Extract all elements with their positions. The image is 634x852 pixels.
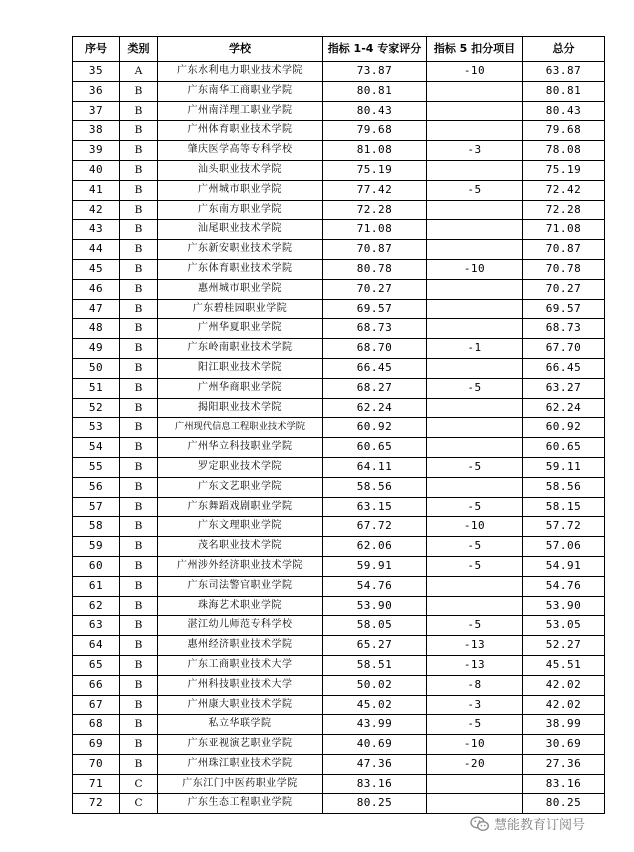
cell-total: 71.08 bbox=[523, 220, 605, 240]
table-row bbox=[73, 774, 605, 794]
cell-deduction: -5 bbox=[427, 537, 523, 557]
cell-school: 广州南洋理工职业学院 bbox=[158, 101, 323, 121]
cell-deduction bbox=[427, 279, 523, 299]
cell-category: B bbox=[120, 259, 158, 279]
cell-school: 广州珠江职业技术学院 bbox=[158, 754, 323, 774]
cell-total: 30.69 bbox=[523, 735, 605, 755]
cell-expert-score: 77.42 bbox=[323, 180, 427, 200]
cell-total: 58.15 bbox=[523, 497, 605, 517]
table-row bbox=[73, 457, 605, 477]
cell-school: 广州康大职业技术学院 bbox=[158, 695, 323, 715]
table-row bbox=[73, 616, 605, 636]
cell-index: 61 bbox=[73, 576, 120, 596]
cell-deduction bbox=[427, 477, 523, 497]
cell-deduction bbox=[427, 398, 523, 418]
table-row bbox=[73, 477, 605, 497]
cell-index: 38 bbox=[73, 121, 120, 141]
cell-expert-score: 75.19 bbox=[323, 160, 427, 180]
cell-school: 私立华联学院 bbox=[158, 715, 323, 735]
cell-expert-score: 83.16 bbox=[323, 774, 427, 794]
table-row bbox=[73, 180, 605, 200]
table-row bbox=[73, 715, 605, 735]
cell-expert-score: 73.87 bbox=[323, 62, 427, 82]
cell-deduction bbox=[427, 101, 523, 121]
cell-category: B bbox=[120, 101, 158, 121]
cell-category: B bbox=[120, 299, 158, 319]
cell-total: 62.24 bbox=[523, 398, 605, 418]
cell-school: 广东南方职业学院 bbox=[158, 200, 323, 220]
cell-category: B bbox=[120, 517, 158, 537]
cell-deduction: -8 bbox=[427, 675, 523, 695]
cell-total: 80.25 bbox=[523, 794, 605, 814]
cell-index: 48 bbox=[73, 319, 120, 339]
header-expert-score: 指标 1-4 专家评分 bbox=[323, 37, 427, 62]
cell-school: 广东亚视演艺职业学院 bbox=[158, 735, 323, 755]
cell-total: 52.27 bbox=[523, 636, 605, 656]
cell-deduction: -5 bbox=[427, 715, 523, 735]
cell-index: 43 bbox=[73, 220, 120, 240]
cell-total: 45.51 bbox=[523, 655, 605, 675]
cell-total: 80.81 bbox=[523, 81, 605, 101]
header-deduction: 指标 5 扣分项目 bbox=[427, 37, 523, 62]
cell-category: B bbox=[120, 180, 158, 200]
cell-total: 75.19 bbox=[523, 160, 605, 180]
cell-index: 67 bbox=[73, 695, 120, 715]
table-row bbox=[73, 517, 605, 537]
cell-school: 广州体育职业技术学院 bbox=[158, 121, 323, 141]
cell-index: 37 bbox=[73, 101, 120, 121]
cell-index: 66 bbox=[73, 675, 120, 695]
cell-index: 42 bbox=[73, 200, 120, 220]
cell-school: 广东司法警官职业学院 bbox=[158, 576, 323, 596]
cell-expert-score: 68.27 bbox=[323, 378, 427, 398]
cell-deduction: -10 bbox=[427, 517, 523, 537]
cell-deduction: -5 bbox=[427, 180, 523, 200]
cell-school: 广东文理职业学院 bbox=[158, 517, 323, 537]
wechat-icon bbox=[470, 816, 490, 832]
cell-school: 广州现代信息工程职业技术学院 bbox=[158, 418, 323, 438]
cell-total: 72.28 bbox=[523, 200, 605, 220]
cell-expert-score: 58.56 bbox=[323, 477, 427, 497]
cell-category: B bbox=[120, 477, 158, 497]
cell-total: 68.73 bbox=[523, 319, 605, 339]
cell-total: 58.56 bbox=[523, 477, 605, 497]
cell-expert-score: 79.68 bbox=[323, 121, 427, 141]
cell-expert-score: 50.02 bbox=[323, 675, 427, 695]
cell-expert-score: 54.76 bbox=[323, 576, 427, 596]
cell-total: 54.76 bbox=[523, 576, 605, 596]
cell-category: B bbox=[120, 438, 158, 458]
table-row bbox=[73, 695, 605, 715]
cell-total: 57.72 bbox=[523, 517, 605, 537]
cell-deduction bbox=[427, 240, 523, 260]
cell-expert-score: 81.08 bbox=[323, 141, 427, 161]
table-row bbox=[73, 240, 605, 260]
cell-expert-score: 70.27 bbox=[323, 279, 427, 299]
cell-category: B bbox=[120, 497, 158, 517]
table-row bbox=[73, 62, 605, 82]
cell-deduction: -1 bbox=[427, 339, 523, 359]
cell-expert-score: 40.69 bbox=[323, 735, 427, 755]
cell-school: 广东工商职业技术大学 bbox=[158, 655, 323, 675]
cell-category: B bbox=[120, 121, 158, 141]
cell-category: B bbox=[120, 398, 158, 418]
cell-total: 57.06 bbox=[523, 537, 605, 557]
cell-deduction bbox=[427, 299, 523, 319]
cell-category: A bbox=[120, 62, 158, 82]
cell-index: 72 bbox=[73, 794, 120, 814]
cell-total: 69.57 bbox=[523, 299, 605, 319]
cell-total: 54.91 bbox=[523, 556, 605, 576]
cell-school: 罗定职业技术学院 bbox=[158, 457, 323, 477]
cell-index: 54 bbox=[73, 438, 120, 458]
table-row bbox=[73, 636, 605, 656]
cell-total: 60.92 bbox=[523, 418, 605, 438]
table-row bbox=[73, 655, 605, 675]
table-row bbox=[73, 378, 605, 398]
cell-school: 广州科技职业技术大学 bbox=[158, 675, 323, 695]
cell-school: 广东江门中医药职业学院 bbox=[158, 774, 323, 794]
cell-category: B bbox=[120, 675, 158, 695]
cell-deduction: -3 bbox=[427, 141, 523, 161]
table-header-row bbox=[73, 37, 605, 62]
cell-index: 64 bbox=[73, 636, 120, 656]
cell-total: 66.45 bbox=[523, 358, 605, 378]
header-total: 总分 bbox=[523, 37, 605, 62]
cell-index: 40 bbox=[73, 160, 120, 180]
cell-school: 珠海艺术职业学院 bbox=[158, 596, 323, 616]
cell-category: B bbox=[120, 556, 158, 576]
cell-total: 63.87 bbox=[523, 62, 605, 82]
cell-deduction: -20 bbox=[427, 754, 523, 774]
cell-total: 83.16 bbox=[523, 774, 605, 794]
cell-school: 揭阳职业技术学院 bbox=[158, 398, 323, 418]
table-row bbox=[73, 418, 605, 438]
cell-index: 62 bbox=[73, 596, 120, 616]
cell-school: 广州城市职业学院 bbox=[158, 180, 323, 200]
table-row bbox=[73, 160, 605, 180]
cell-expert-score: 43.99 bbox=[323, 715, 427, 735]
header-school: 学校 bbox=[158, 37, 323, 62]
table-row bbox=[73, 101, 605, 121]
cell-index: 56 bbox=[73, 477, 120, 497]
cell-school: 肇庆医学高等专科学校 bbox=[158, 141, 323, 161]
cell-category: B bbox=[120, 596, 158, 616]
cell-category: B bbox=[120, 339, 158, 359]
cell-school: 惠州城市职业学院 bbox=[158, 279, 323, 299]
cell-deduction bbox=[427, 774, 523, 794]
cell-category: B bbox=[120, 141, 158, 161]
cell-expert-score: 62.24 bbox=[323, 398, 427, 418]
table-row bbox=[73, 358, 605, 378]
cell-school: 茂名职业技术学院 bbox=[158, 537, 323, 557]
table-row bbox=[73, 754, 605, 774]
cell-deduction: -5 bbox=[427, 616, 523, 636]
cell-deduction: -10 bbox=[427, 259, 523, 279]
cell-category: B bbox=[120, 220, 158, 240]
cell-deduction: -5 bbox=[427, 556, 523, 576]
cell-school: 广东水利电力职业技术学院 bbox=[158, 62, 323, 82]
cell-index: 47 bbox=[73, 299, 120, 319]
cell-expert-score: 80.25 bbox=[323, 794, 427, 814]
cell-total: 38.99 bbox=[523, 715, 605, 735]
cell-expert-score: 58.05 bbox=[323, 616, 427, 636]
cell-index: 45 bbox=[73, 259, 120, 279]
cell-deduction bbox=[427, 358, 523, 378]
cell-expert-score: 69.57 bbox=[323, 299, 427, 319]
watermark-text: 慧能教育订阅号 bbox=[494, 818, 586, 833]
cell-category: B bbox=[120, 358, 158, 378]
table-row bbox=[73, 576, 605, 596]
cell-total: 70.78 bbox=[523, 259, 605, 279]
cell-school: 广州涉外经济职业技术学院 bbox=[158, 556, 323, 576]
cell-expert-score: 47.36 bbox=[323, 754, 427, 774]
cell-index: 65 bbox=[73, 655, 120, 675]
cell-expert-score: 68.73 bbox=[323, 319, 427, 339]
table-row bbox=[73, 497, 605, 517]
table-row bbox=[73, 319, 605, 339]
cell-expert-score: 65.27 bbox=[323, 636, 427, 656]
table-row bbox=[73, 556, 605, 576]
cell-index: 39 bbox=[73, 141, 120, 161]
cell-category: B bbox=[120, 81, 158, 101]
header-index: 序号 bbox=[73, 37, 120, 62]
cell-index: 63 bbox=[73, 616, 120, 636]
cell-deduction: -5 bbox=[427, 497, 523, 517]
cell-expert-score: 71.08 bbox=[323, 220, 427, 240]
table-row bbox=[73, 794, 605, 814]
cell-index: 53 bbox=[73, 418, 120, 438]
cell-index: 60 bbox=[73, 556, 120, 576]
cell-school: 广东岭南职业技术学院 bbox=[158, 339, 323, 359]
cell-total: 63.27 bbox=[523, 378, 605, 398]
table-row bbox=[73, 537, 605, 557]
cell-index: 68 bbox=[73, 715, 120, 735]
cell-school: 广东新安职业技术学院 bbox=[158, 240, 323, 260]
cell-expert-score: 64.11 bbox=[323, 457, 427, 477]
cell-expert-score: 68.70 bbox=[323, 339, 427, 359]
cell-category: B bbox=[120, 655, 158, 675]
cell-index: 49 bbox=[73, 339, 120, 359]
score-table-container bbox=[72, 36, 605, 814]
table-row bbox=[73, 279, 605, 299]
cell-total: 67.70 bbox=[523, 339, 605, 359]
cell-index: 52 bbox=[73, 398, 120, 418]
table-row bbox=[73, 438, 605, 458]
cell-expert-score: 60.92 bbox=[323, 418, 427, 438]
header-category: 类别 bbox=[120, 37, 158, 62]
cell-category: B bbox=[120, 279, 158, 299]
cell-expert-score: 72.28 bbox=[323, 200, 427, 220]
cell-category: B bbox=[120, 537, 158, 557]
cell-index: 71 bbox=[73, 774, 120, 794]
cell-index: 46 bbox=[73, 279, 120, 299]
cell-expert-score: 67.72 bbox=[323, 517, 427, 537]
cell-total: 79.68 bbox=[523, 121, 605, 141]
cell-total: 70.87 bbox=[523, 240, 605, 260]
table-row bbox=[73, 200, 605, 220]
cell-deduction: -10 bbox=[427, 735, 523, 755]
cell-school: 广州华立科技职业学院 bbox=[158, 438, 323, 458]
cell-category: B bbox=[120, 200, 158, 220]
cell-school: 湛江幼儿师范专科学校 bbox=[158, 616, 323, 636]
watermark bbox=[470, 814, 585, 833]
cell-school: 汕头职业技术学院 bbox=[158, 160, 323, 180]
cell-deduction: -5 bbox=[427, 378, 523, 398]
cell-index: 70 bbox=[73, 754, 120, 774]
cell-category: C bbox=[120, 794, 158, 814]
cell-deduction: -13 bbox=[427, 636, 523, 656]
cell-category: B bbox=[120, 715, 158, 735]
cell-expert-score: 80.43 bbox=[323, 101, 427, 121]
cell-category: B bbox=[120, 616, 158, 636]
cell-deduction bbox=[427, 438, 523, 458]
cell-total: 53.05 bbox=[523, 616, 605, 636]
cell-expert-score: 60.65 bbox=[323, 438, 427, 458]
cell-deduction bbox=[427, 81, 523, 101]
cell-total: 70.27 bbox=[523, 279, 605, 299]
cell-category: B bbox=[120, 576, 158, 596]
cell-expert-score: 80.81 bbox=[323, 81, 427, 101]
cell-category: B bbox=[120, 378, 158, 398]
cell-index: 58 bbox=[73, 517, 120, 537]
cell-total: 42.02 bbox=[523, 695, 605, 715]
cell-school: 广东生态工程职业学院 bbox=[158, 794, 323, 814]
cell-expert-score: 70.87 bbox=[323, 240, 427, 260]
cell-expert-score: 59.91 bbox=[323, 556, 427, 576]
cell-deduction: -5 bbox=[427, 457, 523, 477]
cell-expert-score: 53.90 bbox=[323, 596, 427, 616]
cell-deduction bbox=[427, 794, 523, 814]
cell-total: 72.42 bbox=[523, 180, 605, 200]
table-row bbox=[73, 735, 605, 755]
cell-school: 阳江职业技术学院 bbox=[158, 358, 323, 378]
table-row bbox=[73, 259, 605, 279]
cell-deduction bbox=[427, 576, 523, 596]
cell-school: 惠州经济职业技术学院 bbox=[158, 636, 323, 656]
cell-school: 广东南华工商职业学院 bbox=[158, 81, 323, 101]
cell-school: 广东舞蹈戏剧职业学院 bbox=[158, 497, 323, 517]
cell-total: 80.43 bbox=[523, 101, 605, 121]
cell-total: 53.90 bbox=[523, 596, 605, 616]
cell-expert-score: 62.06 bbox=[323, 537, 427, 557]
table-row bbox=[73, 339, 605, 359]
cell-expert-score: 58.51 bbox=[323, 655, 427, 675]
table-row bbox=[73, 220, 605, 240]
cell-school: 广东体育职业技术学院 bbox=[158, 259, 323, 279]
cell-deduction bbox=[427, 319, 523, 339]
cell-total: 60.65 bbox=[523, 438, 605, 458]
cell-deduction bbox=[427, 200, 523, 220]
cell-index: 59 bbox=[73, 537, 120, 557]
score-table bbox=[72, 36, 605, 814]
cell-category: B bbox=[120, 457, 158, 477]
cell-deduction: -3 bbox=[427, 695, 523, 715]
cell-index: 35 bbox=[73, 62, 120, 82]
cell-expert-score: 45.02 bbox=[323, 695, 427, 715]
cell-total: 42.02 bbox=[523, 675, 605, 695]
cell-category: B bbox=[120, 418, 158, 438]
cell-school: 广州华商职业学院 bbox=[158, 378, 323, 398]
cell-school: 广东文艺职业学院 bbox=[158, 477, 323, 497]
cell-index: 41 bbox=[73, 180, 120, 200]
table-row bbox=[73, 141, 605, 161]
cell-deduction bbox=[427, 160, 523, 180]
cell-deduction bbox=[427, 596, 523, 616]
cell-category: B bbox=[120, 735, 158, 755]
cell-expert-score: 63.15 bbox=[323, 497, 427, 517]
cell-school: 汕尾职业技术学院 bbox=[158, 220, 323, 240]
cell-category: B bbox=[120, 319, 158, 339]
cell-index: 51 bbox=[73, 378, 120, 398]
cell-deduction bbox=[427, 220, 523, 240]
cell-category: B bbox=[120, 754, 158, 774]
cell-deduction bbox=[427, 418, 523, 438]
cell-school: 广东碧桂园职业学院 bbox=[158, 299, 323, 319]
cell-total: 27.36 bbox=[523, 754, 605, 774]
cell-index: 57 bbox=[73, 497, 120, 517]
cell-category: B bbox=[120, 160, 158, 180]
cell-category: B bbox=[120, 695, 158, 715]
table-row bbox=[73, 299, 605, 319]
cell-category: B bbox=[120, 240, 158, 260]
cell-total: 78.08 bbox=[523, 141, 605, 161]
cell-category: B bbox=[120, 636, 158, 656]
cell-expert-score: 66.45 bbox=[323, 358, 427, 378]
cell-index: 50 bbox=[73, 358, 120, 378]
cell-deduction: -10 bbox=[427, 62, 523, 82]
table-row bbox=[73, 596, 605, 616]
cell-index: 44 bbox=[73, 240, 120, 260]
table-row bbox=[73, 121, 605, 141]
table-row bbox=[73, 398, 605, 418]
cell-school: 广州华夏职业学院 bbox=[158, 319, 323, 339]
cell-index: 36 bbox=[73, 81, 120, 101]
cell-index: 55 bbox=[73, 457, 120, 477]
table-row bbox=[73, 675, 605, 695]
cell-deduction: -13 bbox=[427, 655, 523, 675]
cell-expert-score: 80.78 bbox=[323, 259, 427, 279]
cell-index: 69 bbox=[73, 735, 120, 755]
cell-deduction bbox=[427, 121, 523, 141]
table-row bbox=[73, 81, 605, 101]
cell-category: C bbox=[120, 774, 158, 794]
cell-total: 59.11 bbox=[523, 457, 605, 477]
